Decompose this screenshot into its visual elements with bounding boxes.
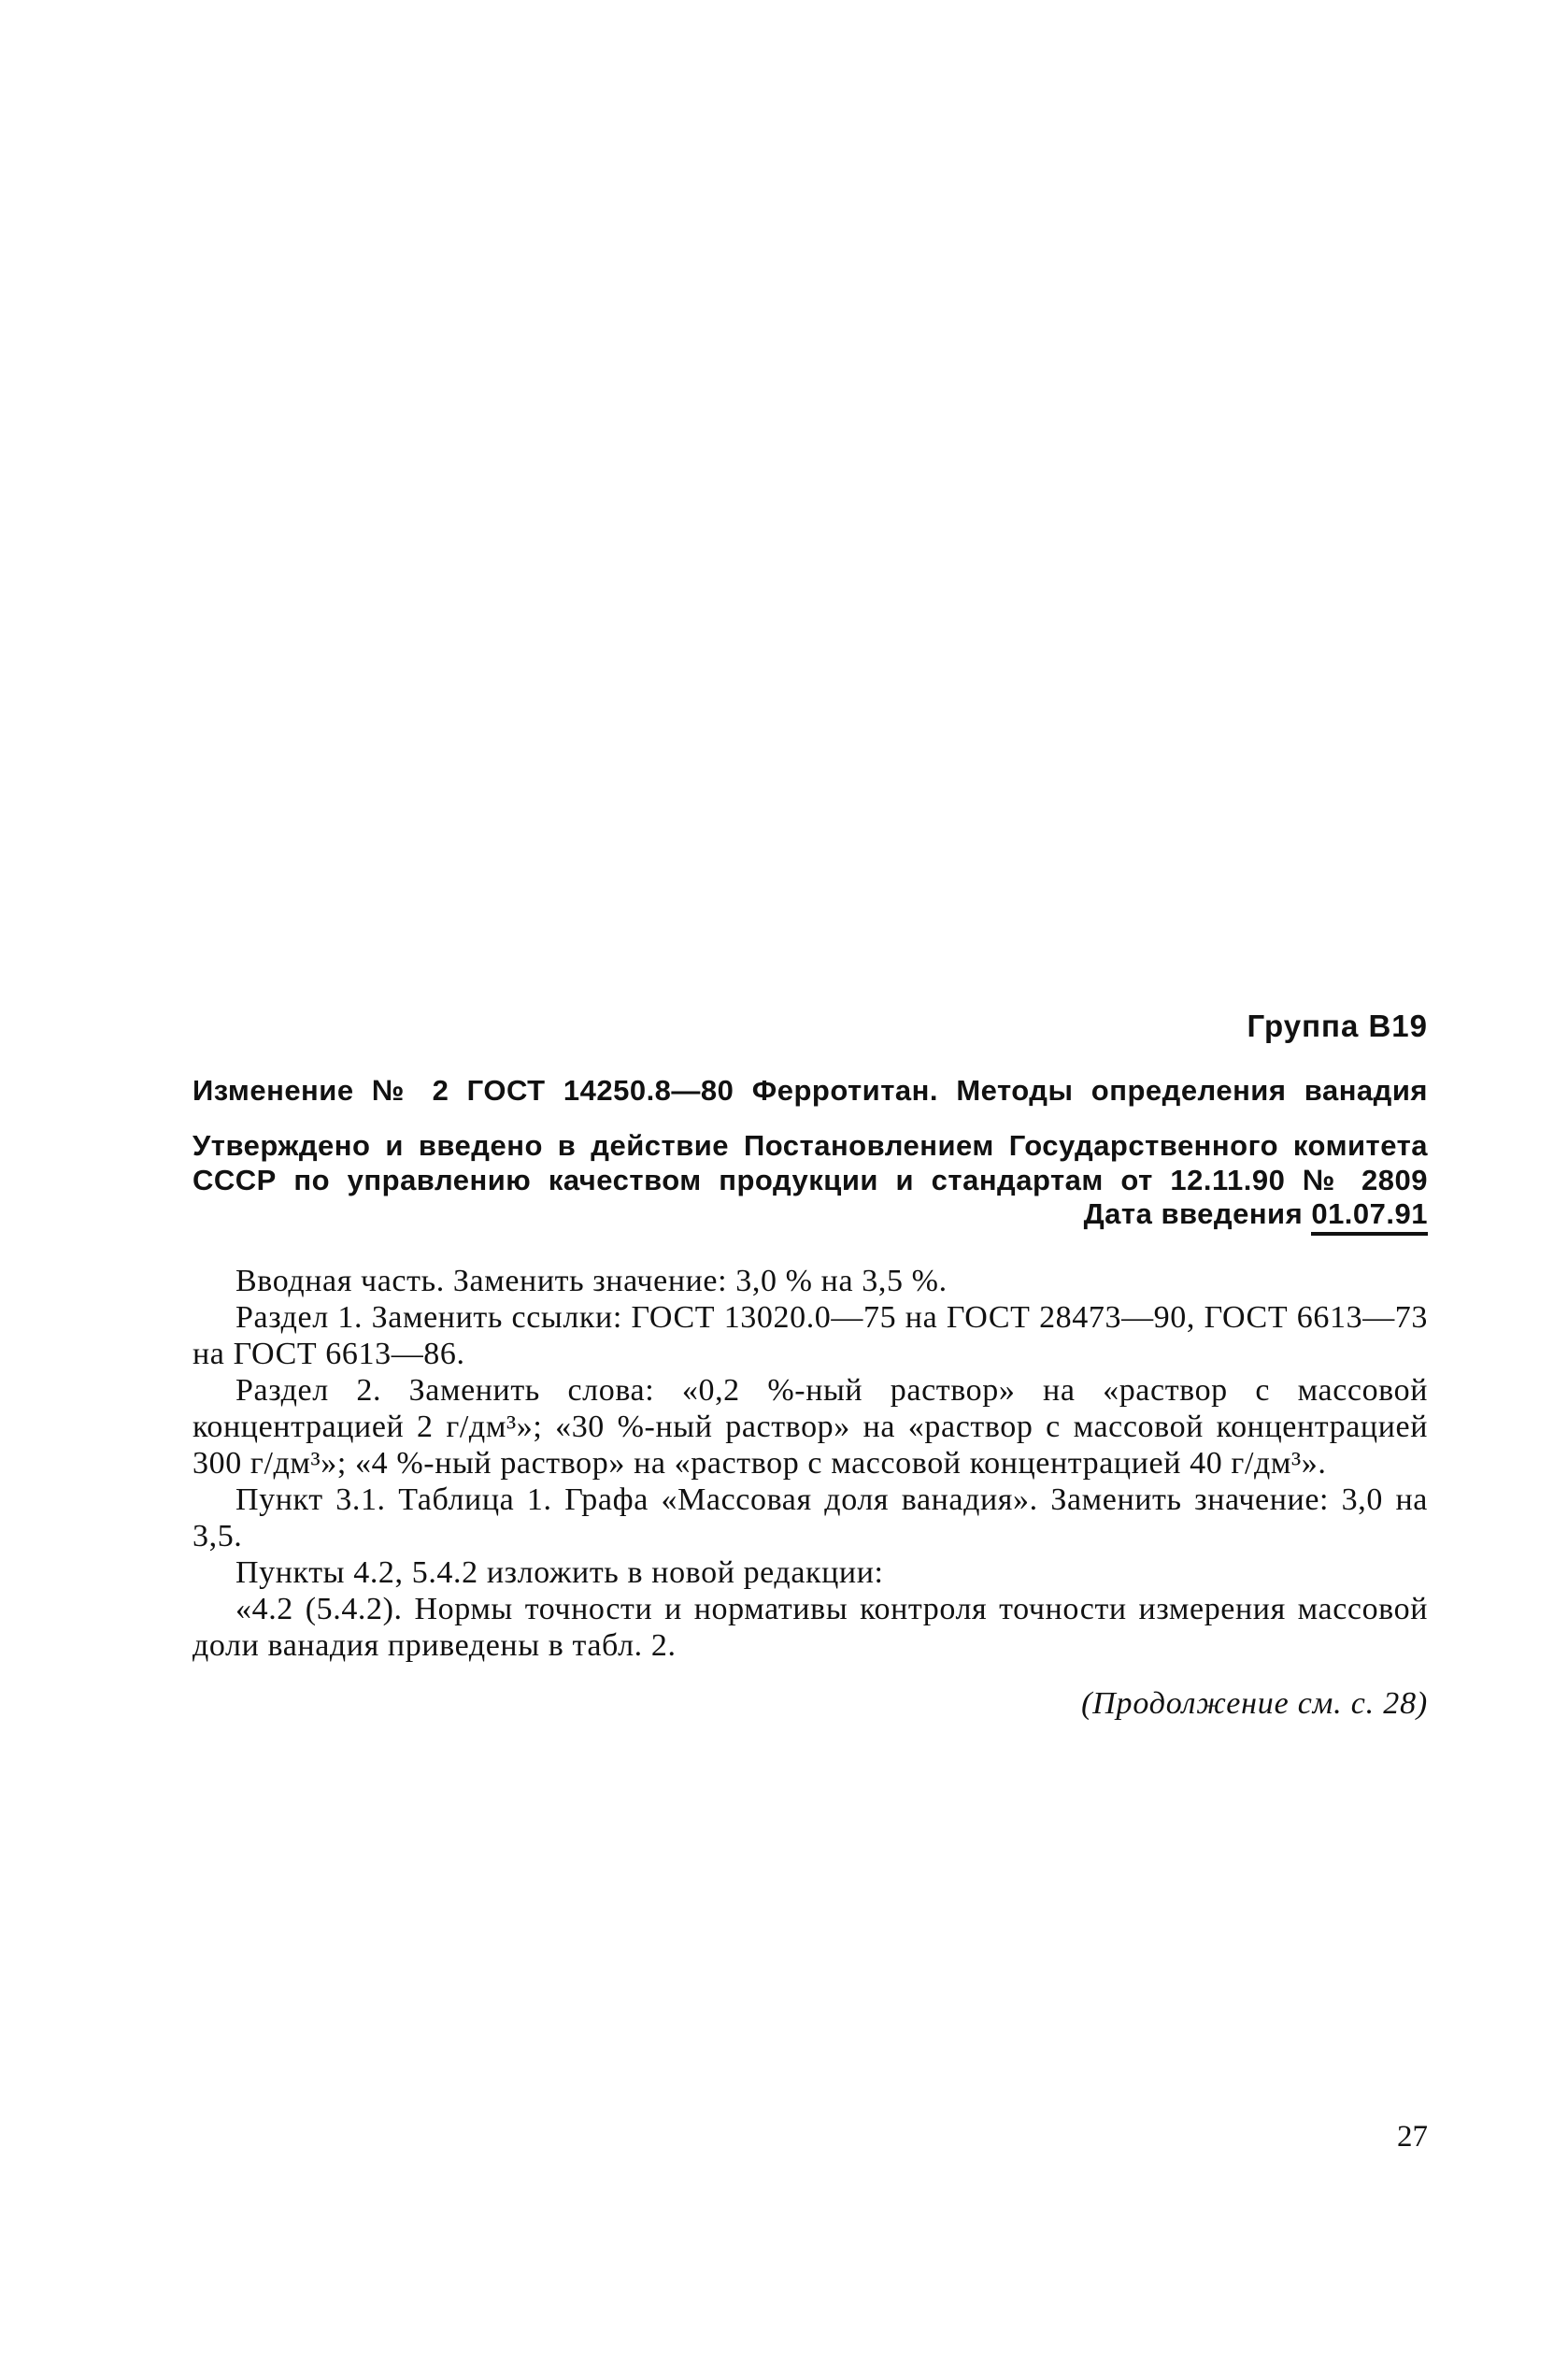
introduction-date-label: Дата введения xyxy=(1083,1197,1304,1230)
introduction-date-value: 01.07.91 xyxy=(1311,1197,1428,1236)
approval-statement xyxy=(192,1128,1428,1197)
page-number: 27 xyxy=(1397,2120,1428,2154)
paragraph-clauses-4-2: Пункты 4.2, 5.4.2 изложить в новой редакции: xyxy=(235,1555,884,1590)
approval-line-1: Утверждено и введено в действие Постановлением Государственного комитета xyxy=(192,1129,1428,1162)
paragraph-clause-3-1: Пункт 3.1. Таблица 1. Графа «Массовая доля ванадия». Заменить значение: 3,0 на 3,5. xyxy=(192,1482,1428,1553)
continuation-note: (Продолжение см. с. 28) xyxy=(1081,1686,1428,1721)
group-label: Группа В19 xyxy=(1247,1009,1428,1043)
introduction-date xyxy=(192,1197,1428,1231)
paragraph-section-1: Раздел 1. Заменить ссылки: ГОСТ 13020.0—75 на ГОСТ 28473—90, ГОСТ 6613—73 на ГОСТ 6613—86. xyxy=(192,1300,1428,1371)
approval-line-2: СССР по управлению качеством продукции и стандартам от 12.11.90 № 2809 xyxy=(192,1164,1428,1196)
amendment-body xyxy=(192,1263,1428,1664)
paragraph-intro: Вводная часть. Заменить значение: 3,0 % на 3,5 %. xyxy=(235,1264,948,1298)
paragraph-new-text: «4.2 (5.4.2). Нормы точности и нормативы контроля точности измерения массовой доли ванадия приведены в табл. 2. xyxy=(192,1592,1428,1663)
change-title: Изменение № 2 ГОСТ 14250.8—80 Ферротитан. Методы определения ванадия xyxy=(192,1074,1428,1107)
paragraph-section-2: Раздел 2. Заменить слова: «0,2 %-ный раствор» на «раствор с массовой концентрацией 2 г/дм³»; «30 %-ный раствор» на «раствор с массовой концентрацией 300 г/дм³»; «4 %-ный раствор» на «раствор с массовой концентрацией 40 г/дм³». xyxy=(192,1373,1428,1481)
